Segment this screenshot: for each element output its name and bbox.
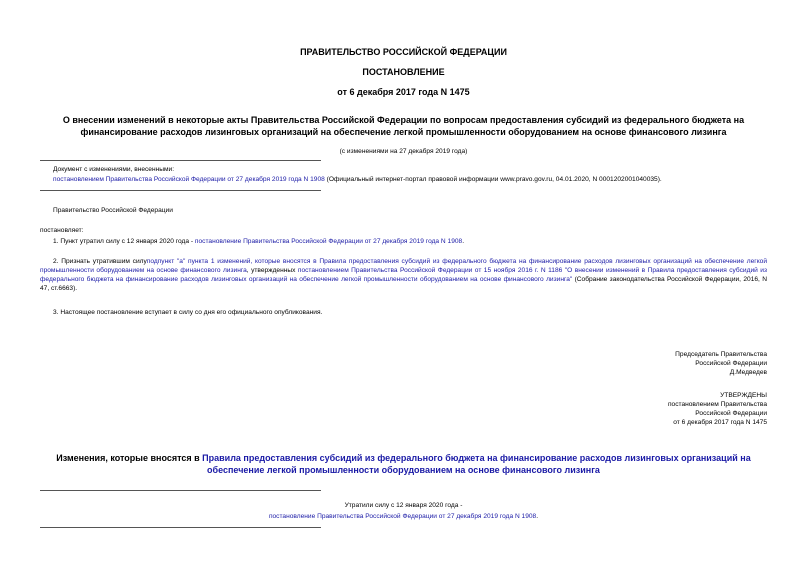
changes-title-line2 [0, 465, 807, 475]
org-name: ПРАВИТЕЛЬСТВО РОССИЙСКОЙ ФЕДЕРАЦИИ [300, 47, 507, 57]
paragraph-1 [53, 237, 464, 246]
footer-end: . [536, 513, 539, 520]
government-label: Правительство Российской Федерации [53, 207, 173, 214]
doc-date-number: от 6 декабря 2017 года N 1475 [337, 87, 470, 97]
approved-line4: от 6 декабря 2017 года N 1475 [673, 419, 767, 426]
p2-c: (Собрание законодательства Российской Федерации, 2016, N 47, ст.6663). [40, 276, 767, 292]
doc-title-line1: О внесении изменений в некоторые акты Правительства Российской Федерации по вопросам предоставления субсидий из федерального бюджета на [62, 115, 745, 125]
changes-intro: Документ с изменениями, внесенными: [53, 166, 175, 173]
signature-line2: Российской Федерации [695, 360, 767, 367]
signature-line1: Председатель Правительства [675, 351, 767, 358]
divider-top [40, 160, 321, 161]
revision-note: (с изменениями на 27 декабря 2019 года) [339, 148, 468, 155]
p2-link-subitem[interactable]: подпункт "а" пункта 1 изменений, которые вносятся в Правила предоставления субсидий из федерального бюджета на финансирование расходов лизинговых организаций на обеспечение легкой промышленности оборудованием на основе финансового лизинга [40, 258, 767, 274]
doc-type: ПОСТАНОВЛЕНИЕ [362, 67, 445, 77]
approved-line1: УТВЕРЖДЕНЫ [720, 392, 767, 399]
changes-title-link1[interactable]: Правила предоставления субсидий из федерального бюджета на финансирование расходов лизинговых организаций на [202, 453, 751, 463]
paragraph-2 [40, 257, 767, 293]
p1-link[interactable]: постановление Правительства Российской Федерации от 27 декабря 2019 года N 1908 [194, 238, 463, 245]
footer-line1: Утратили силу с 12 января 2020 года - [344, 502, 463, 509]
signature-block [467, 350, 767, 377]
footer-divider-top [40, 490, 321, 491]
changes-title-link2[interactable]: обеспечение легкой промышленности оборудованием на основе финансового лизинга [207, 465, 600, 475]
p2-link-decree[interactable]: постановлением Правительства Российской Федерации от 15 ноября 2016 г. N 1186 "О внесении изменений в Правила предоставления субсидий из федерального бюджета на финансирование расходов лизинговых организаций на обеспечение легкой промышленности оборудованием на основе финансового лизинга" [40, 267, 767, 283]
divider-bottom [40, 190, 321, 191]
p2-a: 2. Признать утратившим силу [53, 258, 147, 265]
p1-text: 1. Пункт утратил силу с 12 января 2020 года - [53, 238, 195, 245]
doc-title-line2: финансирование расходов лизинговых организаций на обеспечение легкой промышленности оборудованием на основе финансового лизинга [80, 127, 727, 137]
signature-name: Д.Медведев [729, 369, 767, 376]
changes-title-line1 [0, 453, 807, 463]
changes-suffix: (Официальный интернет-портал правовой информации www.pravo.gov.ru, 04.01.2020, N 0001202001040035). [324, 176, 662, 183]
approved-line2: постановлением Правительства [667, 401, 767, 408]
changes-line [53, 175, 773, 184]
approved-line3: Российской Федерации [695, 410, 767, 417]
footer-line2 [0, 512, 807, 521]
p1-end: . [462, 238, 465, 245]
paragraph-3: 3. Настоящее постановление вступает в силу со дня его официального опубликования. [53, 309, 323, 316]
decrees-label: постановляет: [40, 227, 84, 234]
p2-b: , утвержденных [246, 267, 298, 274]
footer-link[interactable]: постановление Правительства Российской Федерации от 27 декабря 2019 года N 1908 [268, 513, 537, 520]
footer-divider-bottom [40, 527, 321, 528]
changes-title-prefix: Изменения, которые вносятся в [56, 453, 203, 463]
changes-link[interactable]: постановлением Правительства Российской Федерации от 27 декабря 2019 года N 1908 [53, 176, 325, 183]
approved-block [467, 391, 767, 427]
